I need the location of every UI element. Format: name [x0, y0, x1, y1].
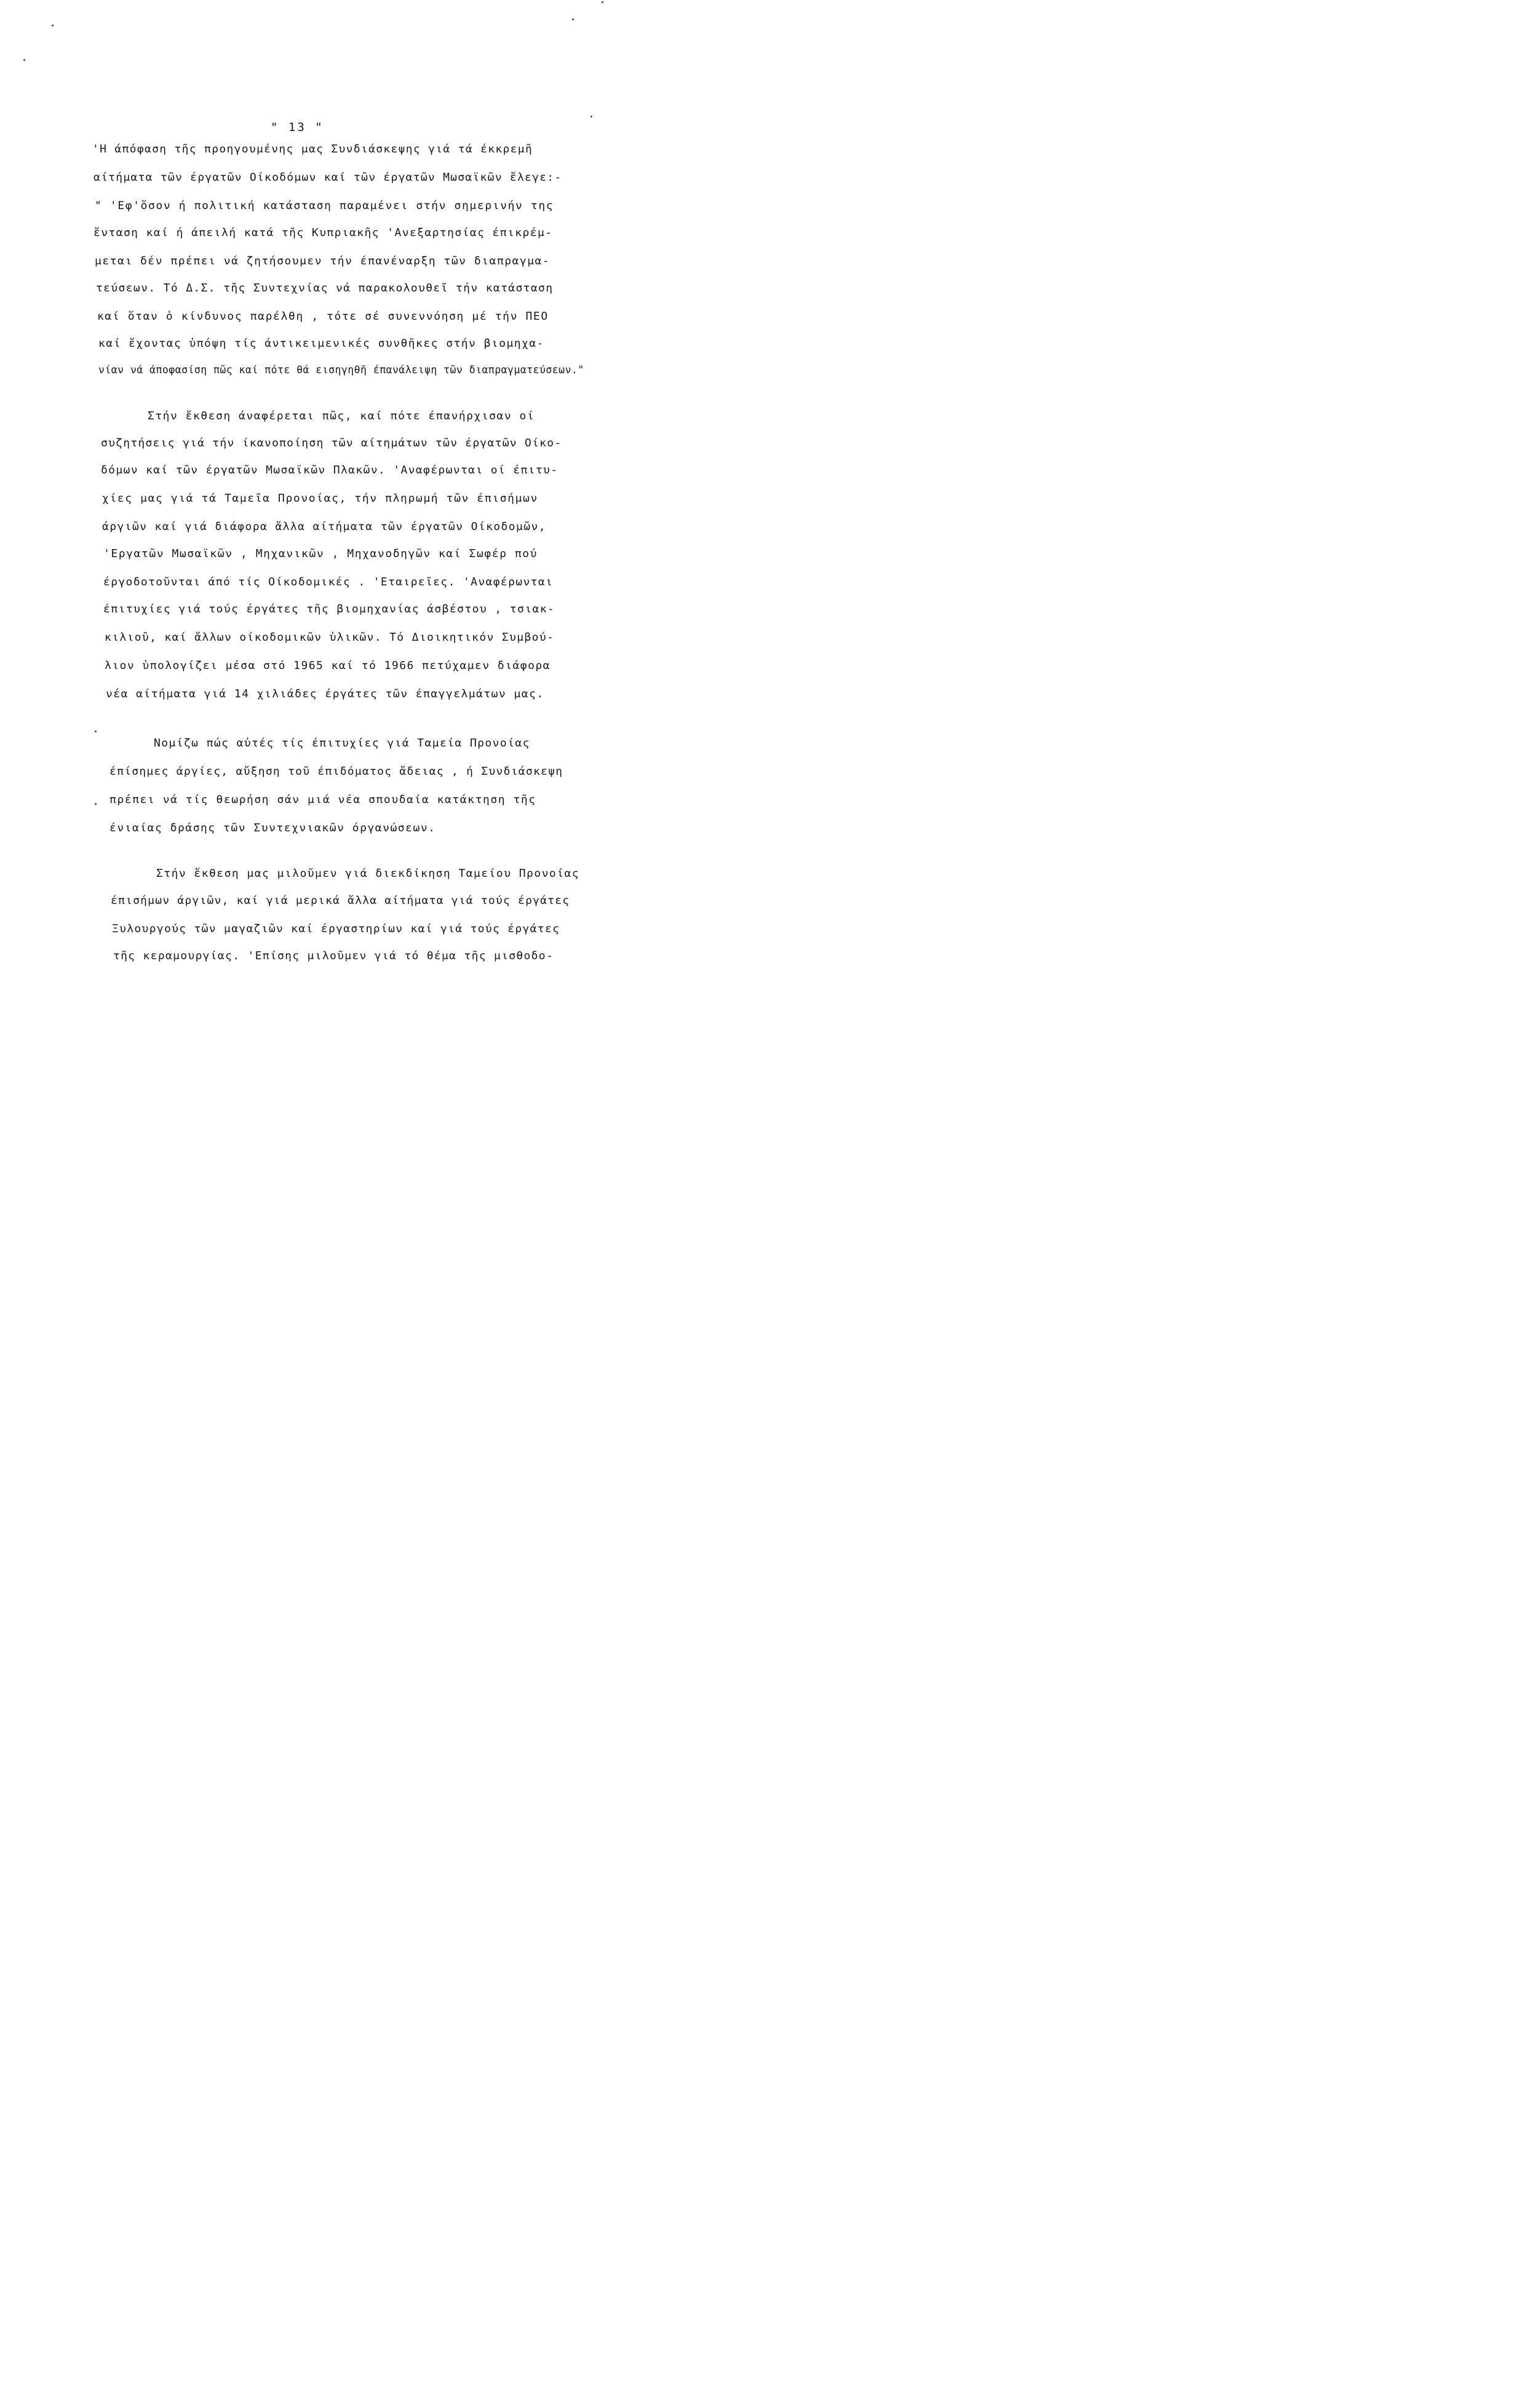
text-line: Στήν ἔκθεση άναφέρεται πῶς, καί πότε έπανήρχισαν οί — [148, 410, 535, 422]
text-line: χίες μας γιά τά Ταμεῖα Προνοίας, τήν πληρωμή τῶν έπισήμων — [102, 492, 538, 505]
text-line: Νομίζω πώς αὐτές τίς έπιτυχίες γιά Ταμεία Προνοίας — [154, 737, 530, 750]
text-line: πρέπει νά τίς θεωρήση σάν μιά νέα σπουδαία κατάκτηση τῆς — [109, 793, 536, 806]
text-line: ἔνταση καί ή άπειλή κατά τῆς Κυπριακῆς 'Ανεξαρτησίας έπικρέμ- — [93, 226, 553, 239]
text-line: " 'Εφ'ὄσον ή πολιτική κατάσταση παραμένει στήν σημερινήν της — [95, 199, 554, 212]
text-line: Ξυλουργούς τῶν μαγαζιῶν καί έργαστηρίων καί γιά τούς έργάτες — [112, 922, 560, 935]
text-line: έπιτυχίες γιά τούς έργάτες τῆς βιομηχανίας άσβέστου , τσιακ- — [103, 603, 555, 616]
scan-speck — [602, 1, 603, 3]
text-line: έπίσημες άργίες, αὔξηση τοῦ έπιδόματος ἄδειας , ή Συνδιάσκεψη — [109, 765, 563, 778]
text-line: 'Η άπόφαση τῆς προηγουμένης μας Συνδιάσκεψης γιά τά έκκρεμῆ — [92, 143, 533, 156]
scan-speck — [52, 25, 54, 26]
text-line: τῆς κεραμουργίας. 'Επίσης μιλοῦμεν γιά τό θέμα τῆς μισθοδο- — [113, 949, 554, 962]
text-line: έργοδοτοῦνται άπό τίς Οίκοδομικές . 'Εταιρεῖες. 'Αναφέρωνται — [103, 576, 554, 588]
text-line: κιλιοῦ, καί ἄλλων οίκοδομικῶν ὑλικῶν. Τό Διοικητικόν Συμβού- — [105, 631, 555, 644]
text-line: συζητήσεις γιά τήν ίκανοποίηση τῶν αίτημάτων τῶν έργατῶν Οίκο- — [101, 437, 562, 450]
text-line: Στήν ἔκθεση μας μιλοῦμεν γιά διεκδίκηση Ταμείου Προνοίας — [156, 867, 580, 880]
scan-speck — [23, 59, 25, 61]
scan-speck — [590, 116, 592, 117]
scan-speck — [95, 731, 97, 732]
text-line: 'Εργατῶν Μωσαϊκῶν , Μηχανικῶν , Μηχανοδηγῶν καί Σωφέρ πού — [103, 547, 538, 560]
text-line: δόμων καί τῶν έργατῶν Μωσαϊκῶν Πλακῶν. 'Αναφέρωνται οί έπιτυ- — [101, 464, 559, 477]
text-line: άργιῶν καί γιά διάφορα ἄλλα αίτήματα τῶν έργατῶν Οίκοδομῶν, — [102, 520, 546, 533]
text-line: αίτήματα τῶν έργατῶν Οίκοδόμων καί τῶν έργατῶν Μωσαϊκῶν ἔλεγε:- — [93, 171, 562, 184]
text-line: νέα αίτήματα γιά 14 χιλιάδες έργάτες τῶν έπαγγελμάτων μας. — [106, 687, 544, 700]
scan-speck — [572, 18, 574, 20]
text-line: καί ἔχοντας ὑπόψη τίς άντικειμενικές συνθῆκες στήν βιομηχα- — [98, 337, 544, 350]
text-line: μεται δέν πρέπει νά ζητήσουμεν τήν έπανέναρξη τῶν διαπραγμα- — [95, 255, 551, 267]
text-line: νίαν νά άποφασίση πῶς καί πότε θά εισηγηθῆ έπανάλειψη τῶν διαπραγματεύσεων." — [98, 364, 584, 376]
page-number: " 13 " — [271, 121, 324, 134]
text-line: ένιαίας δράσης τῶν Συντεχνιακῶν όργανώσεων. — [109, 822, 436, 834]
scan-speck — [95, 803, 97, 805]
text-line: έπισήμων άργιῶν, καί γιά μερικά ἄλλα αίτήματα γιά τούς έργάτες — [111, 894, 570, 907]
text-line: καί ὅταν ὁ κίνδυνος παρέλθη , τότε σέ συνεννόηση μέ τήν ΠΕΟ — [97, 310, 549, 323]
text-line: λιον ὑπολογίζει μέσα στό 1965 καί τό 1966 πετύχαμεν διάφορα — [105, 659, 551, 672]
text-line: τεύσεων. Τό Δ.Σ. τῆς Συντεχνίας νά παρακολουθεῖ τήν κατάσταση — [96, 282, 554, 295]
